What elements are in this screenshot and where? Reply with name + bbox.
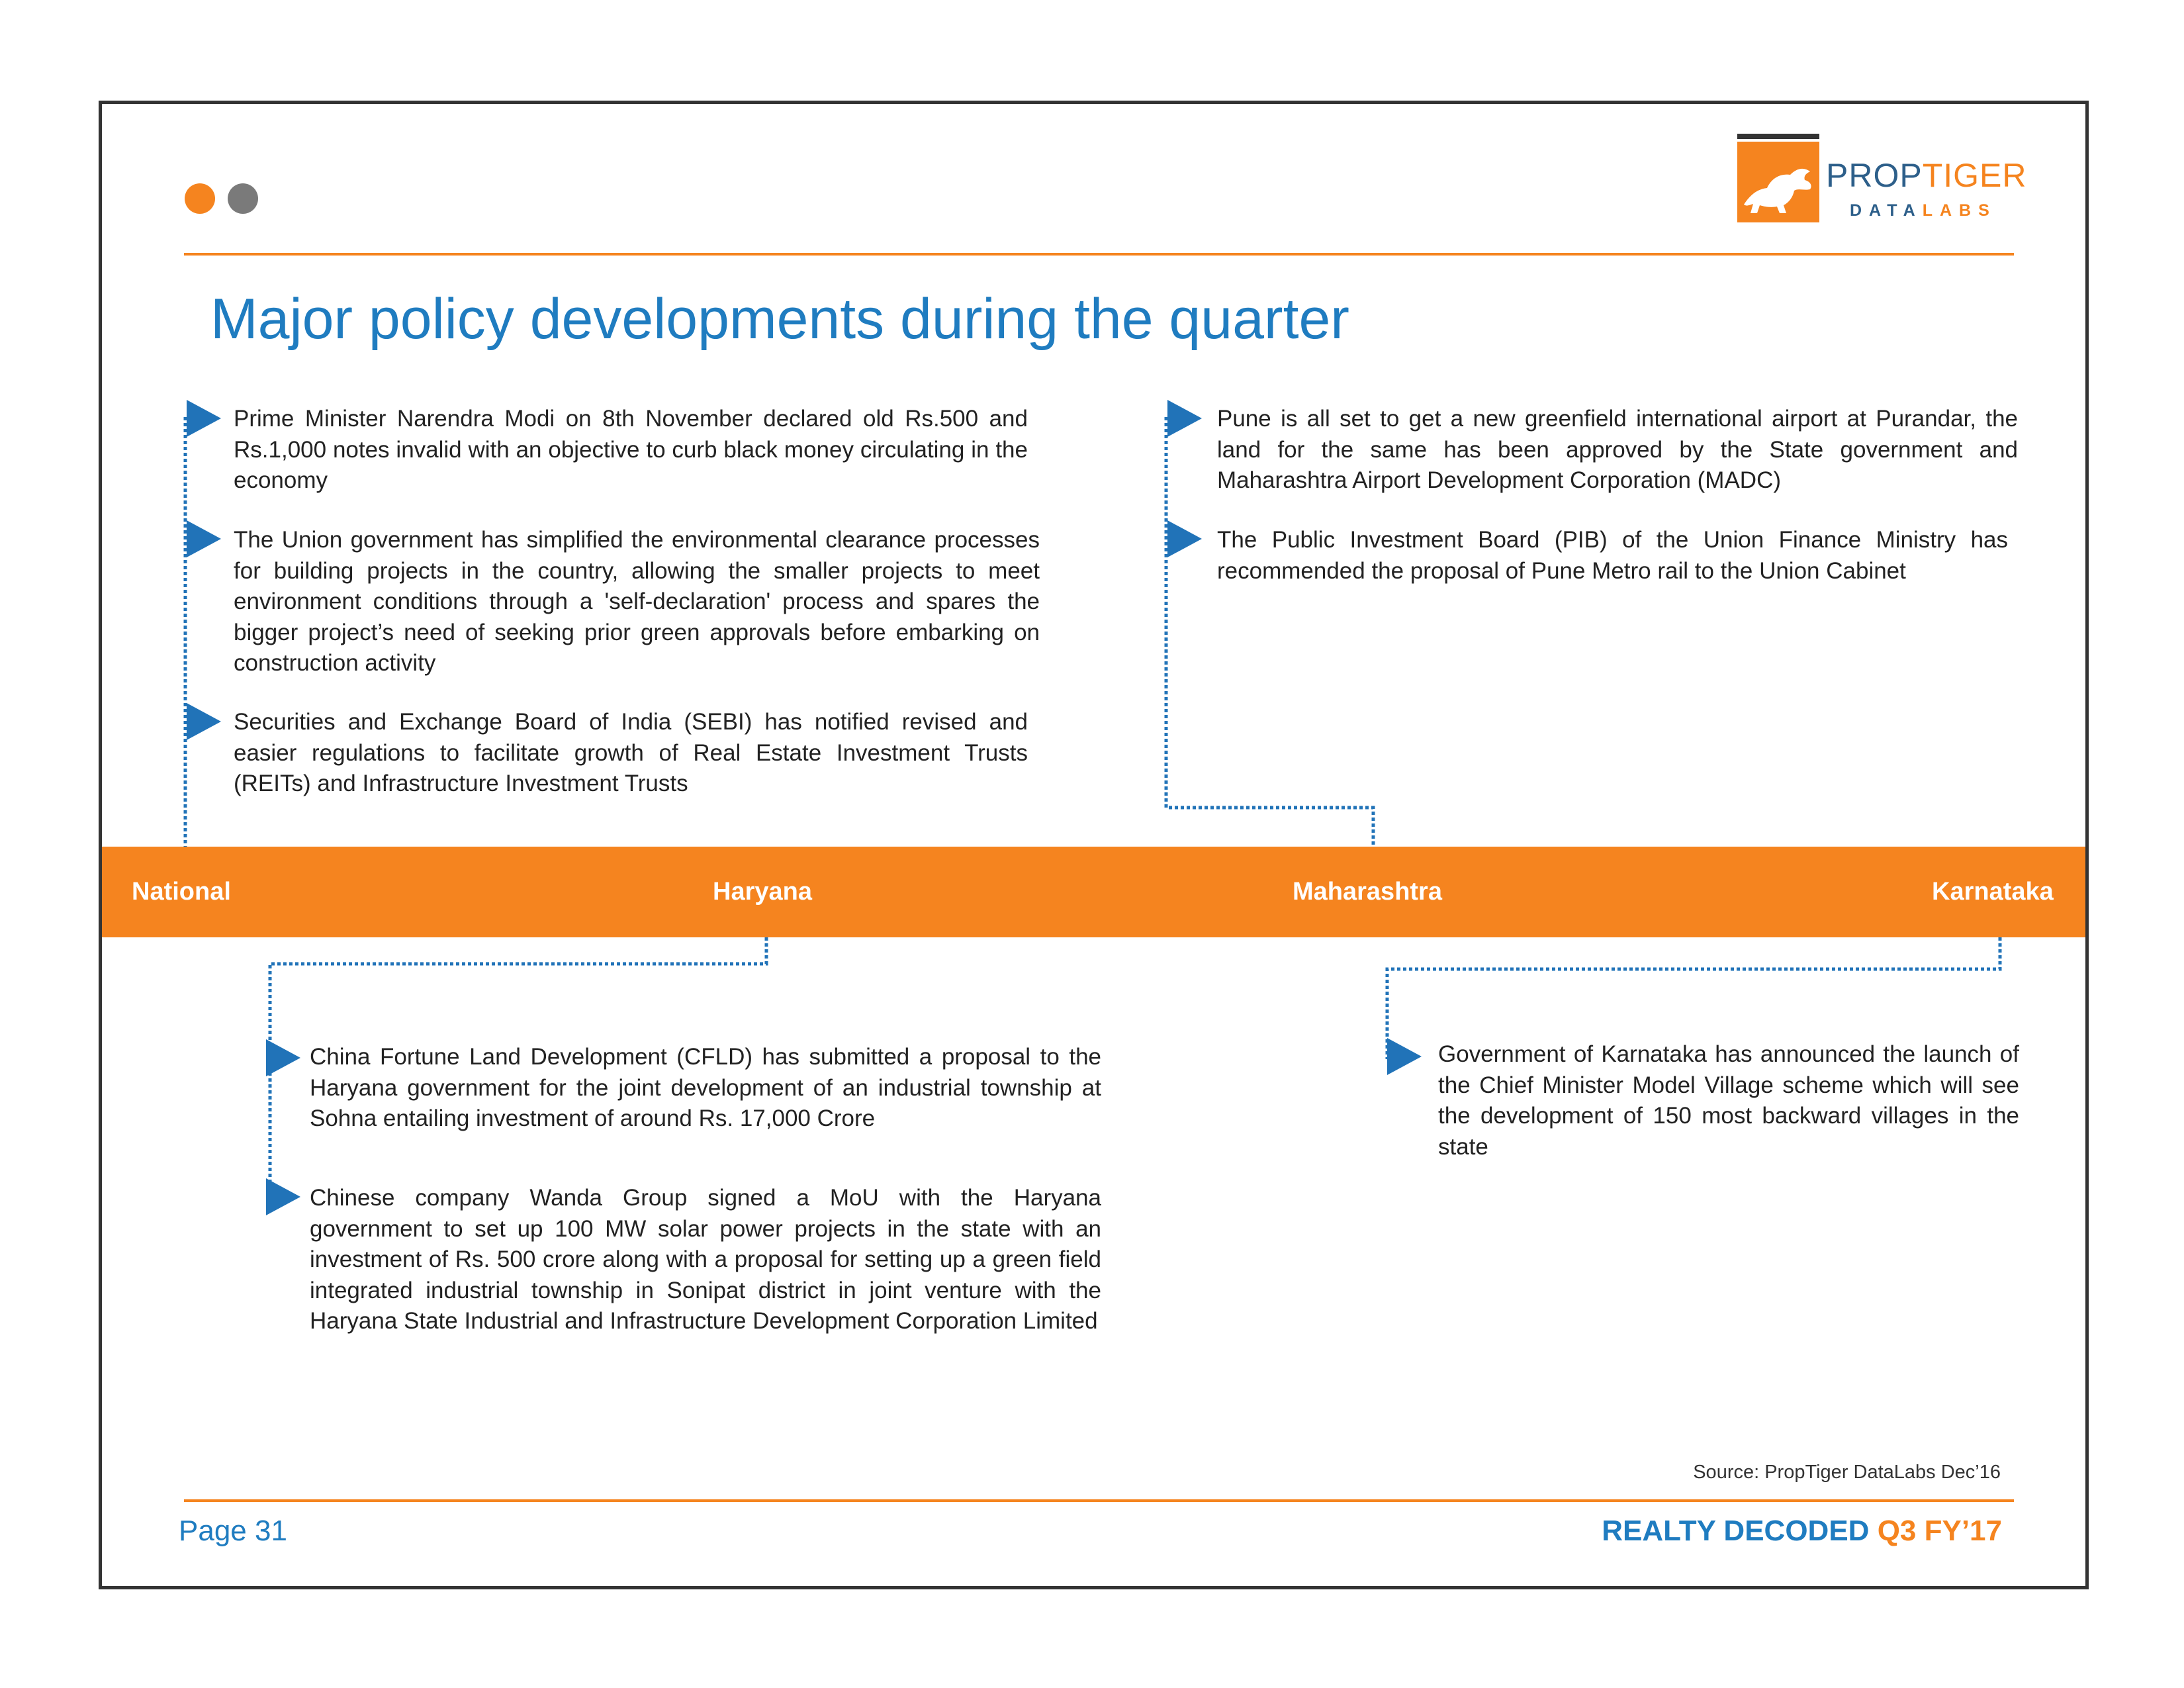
footer-rule: [184, 1499, 2014, 1502]
page-title: Major policy developments during the quarter: [210, 287, 1349, 351]
report-title-main: REALTY DECODED: [1602, 1515, 1870, 1547]
region-karnataka: Karnataka: [1932, 878, 2054, 906]
logo-sub-data: DATA: [1850, 201, 1923, 220]
haryana-arrow-icon-2: [266, 1178, 300, 1215]
national-arrow-icon-1: [187, 400, 221, 437]
national-arrow-icon-2: [187, 520, 221, 557]
region-maharashtra: Maharashtra: [1293, 878, 1442, 906]
national-item-1: Prime Minister Narendra Modi on 8th November declared old Rs.500 and Rs.1,000 notes invalid with an objective to curb black money circulating in the economy: [234, 406, 1028, 493]
haryana-item-1: China Fortune Land Development (CFLD) has submitted a proposal to the Haryana government for the joint development of an industrial township at Sohna entailing investment of around Rs. 17,000 Crore: [310, 1044, 1101, 1131]
maharashtra-item-1: Pune is all set to get a new greenfield international airport at Purandar, the land for the same has been approved by the State government and Maharashtra Airport Development Corporation (MADC): [1217, 406, 2018, 493]
maharashtra-item-2: The Public Investment Board (PIB) of the Union Finance Ministry has recommended the proposal of Pune Metro rail to the Union Cabinet: [1217, 527, 2008, 584]
karnataka-arrow-icon: [1387, 1038, 1422, 1075]
region-national: National: [132, 878, 231, 906]
national-arrow-icon-3: [187, 703, 221, 740]
region-timeline-bar: [102, 847, 2085, 937]
national-item-3: Securities and Exchange Board of India (SEBI) has notified revised and easier regulations to facilitate growth of Real Estate Investment Trusts (REITs) and Infrastructure Investment Trusts: [234, 709, 1028, 796]
logo-brand-tiger: TIGER: [1922, 157, 2027, 194]
report-title-quarter: Q3 FY’17: [1877, 1515, 2002, 1547]
maharashtra-arrow-icon-2: [1167, 520, 1202, 557]
page-number: Page 31: [179, 1515, 287, 1547]
haryana-arrow-icon-1: [266, 1039, 300, 1076]
region-haryana: Haryana: [713, 878, 812, 906]
haryana-item-2: Chinese company Wanda Group signed a MoU with the Haryana government to set up 100 MW solar power projects in the state with an investment of Rs. 500 crore along with a proposal for setting up a green field integrated industrial township in Sonipat district in joint venture with the Haryana State Industrial and Infrastructure Development Corporation Limited: [310, 1185, 1101, 1334]
report-title: [1602, 1515, 2002, 1548]
national-item-2: The Union government has simplified the environmental clearance processes for building projects in the country, allowing the smaller projects to meet environment conditions through a 'self-declaration' process and spares the bigger project’s need of seeking prior green approvals before embarking on construction activity: [234, 527, 1040, 676]
source-note: Source: PropTiger DataLabs Dec’16: [1693, 1462, 2001, 1483]
logo-sub-labs: LABS: [1922, 201, 1997, 220]
maharashtra-arrow-icon-1: [1167, 400, 1202, 437]
logo-brand-prop: PROP: [1826, 157, 1923, 194]
karnataka-item-1: Government of Karnataka has announced the launch of the Chief Minister Model Village scheme which will see the development of 150 most backward villages in the state: [1438, 1041, 2019, 1160]
